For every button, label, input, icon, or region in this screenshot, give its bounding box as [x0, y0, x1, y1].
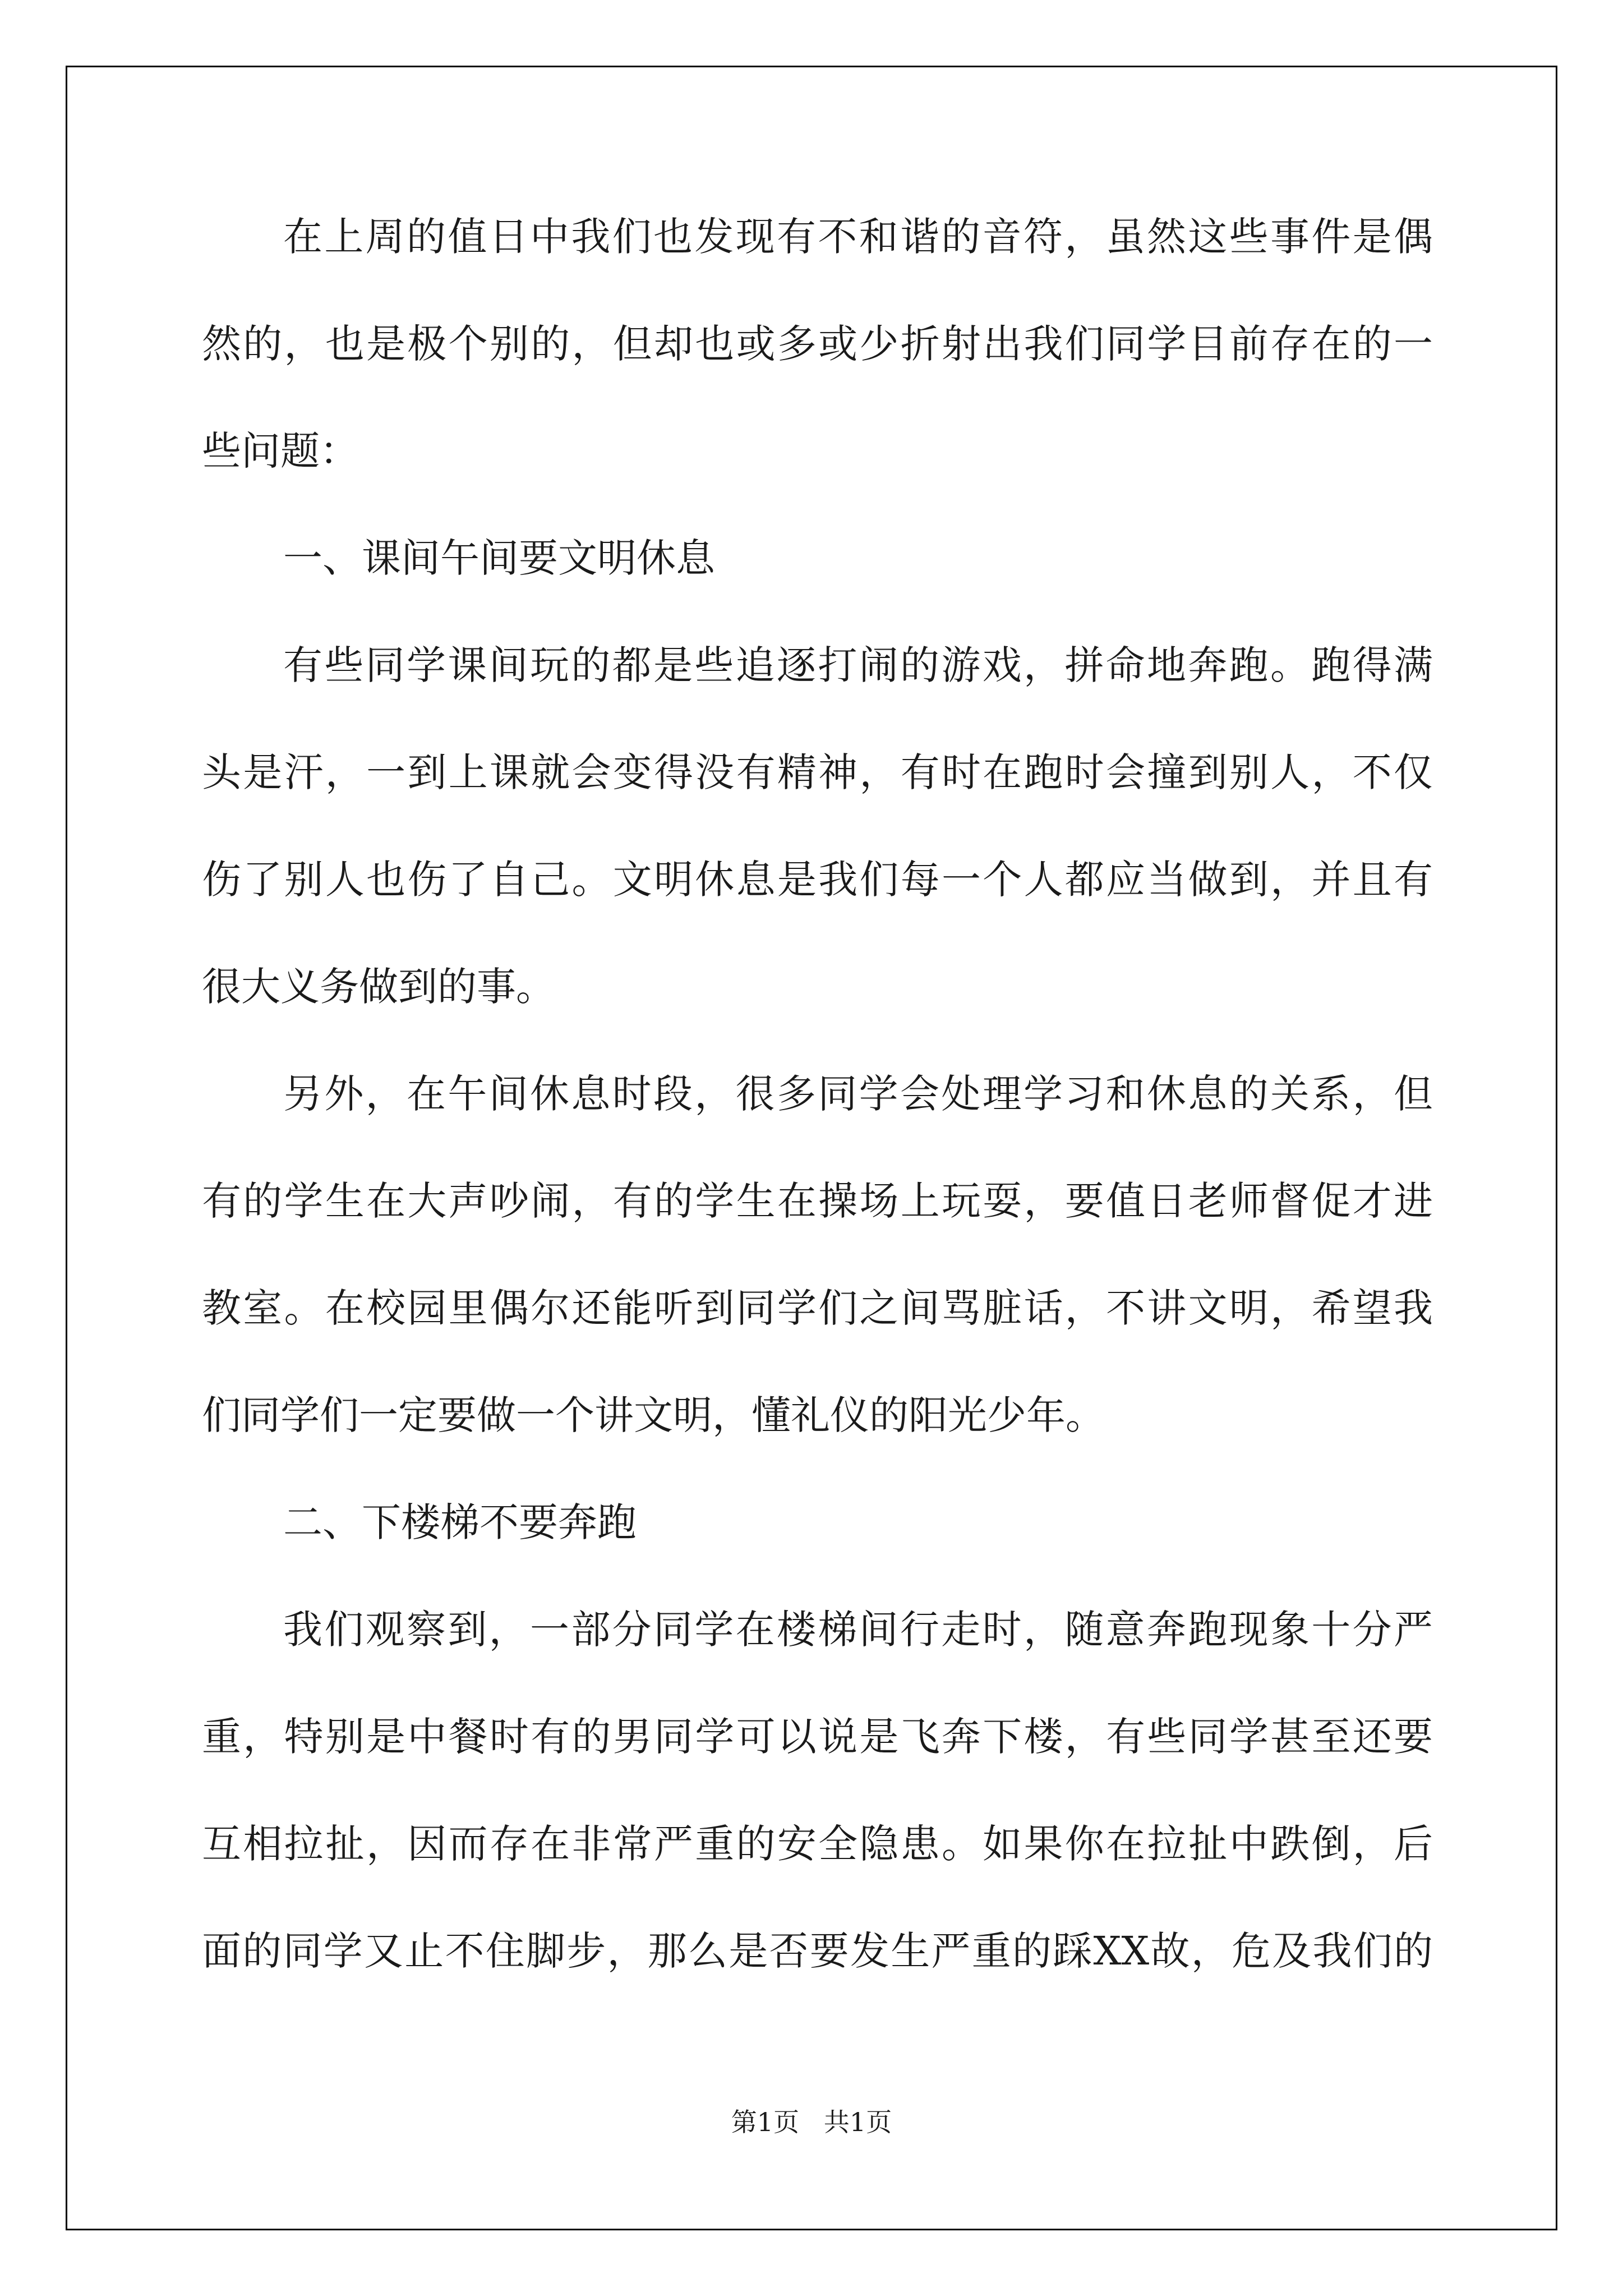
paragraph-line: 重，特别是中餐时有的男同学可以说是飞奔下楼，有些同学甚至还要 [202, 1714, 1433, 1760]
paragraph-line: 面的同学又止不住脚步，那么是否要发生严重的踩XX故，危及我们的 [202, 1928, 1433, 1974]
paragraph-line: 们同学们一定要做一个讲文明，懂礼仪的阳光少年。 [202, 1392, 1105, 1438]
paragraph-line: 有的学生在大声吵闹，有的学生在操场上玩耍，要值日老师督促才进 [202, 1178, 1433, 1224]
paragraph-line: 另外，在午间休息时段，很多同学会处理学习和休息的关系，但 [283, 1071, 1433, 1117]
paragraph-line: 我们观察到，一部分同学在楼梯间行走时，随意奔跑现象十分严 [283, 1607, 1433, 1653]
paragraph-line: 在上周的值日中我们也发现有不和谐的音符，虽然这些事件是偶 [283, 214, 1433, 260]
paragraph-line: 教室。在校园里偶尔还能听到同学们之间骂脏话，不讲文明，希望我 [202, 1285, 1433, 1331]
paragraph-line: 很大义务做到的事。 [202, 964, 555, 1010]
paragraph-line: 些问题： [202, 428, 359, 474]
paragraph-line: 有些同学课间玩的都是些追逐打闹的游戏，拼命地奔跑。跑得满 [283, 642, 1433, 688]
paragraph-line: 伤了别人也伤了自己。文明休息是我们每一个人都应当做到，并且有 [202, 857, 1433, 903]
paragraph-line: 互相拉扯，因而存在非常严重的安全隐患。如果你在拉扯中跌倒，后 [202, 1821, 1433, 1867]
page-footer: 第1页 共1页 [731, 2107, 892, 2137]
paragraph-line: 头是汗，一到上课就会变得没有精神，有时在跑时会撞到别人，不仅 [202, 749, 1433, 795]
paragraph-line: 然的，也是极个别的，但却也或多或少折射出我们同学目前存在的一 [202, 321, 1433, 367]
document-body [202, 213, 1433, 1975]
section-heading: 一、课间午间要文明休息 [283, 535, 715, 581]
section-heading: 二、下楼梯不要奔跑 [283, 1499, 637, 1545]
